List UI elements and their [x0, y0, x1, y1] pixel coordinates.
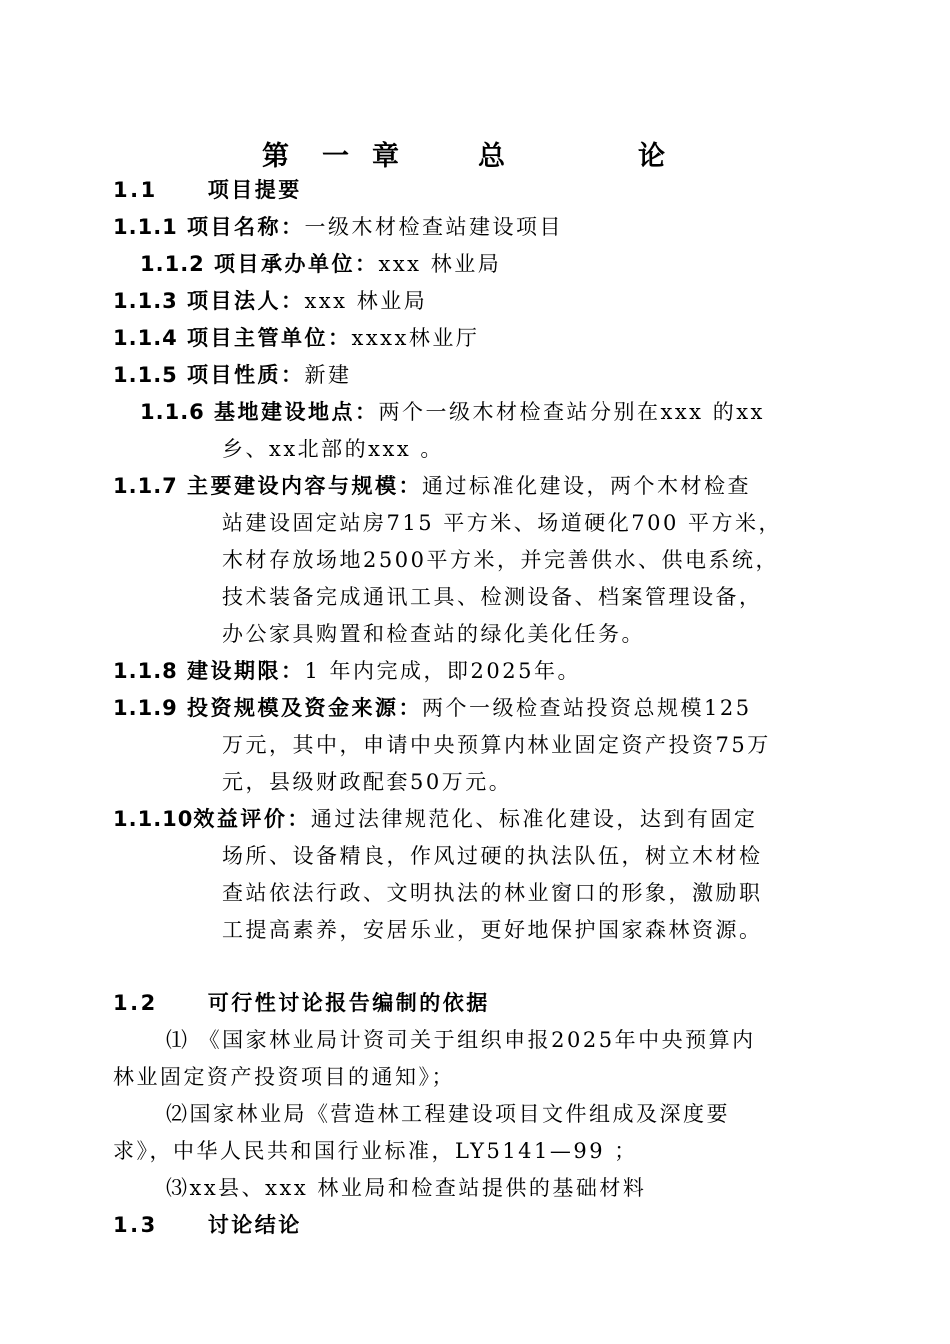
item-1-1-1	[113, 212, 563, 242]
section-number: 1.3	[113, 1213, 158, 1237]
item-1-1-7-cont1: 站建设固定站房715 平方米、场道硬化700 平方米，	[222, 511, 783, 535]
item-1-1-4	[113, 323, 479, 353]
section-number: 1.1	[113, 178, 158, 202]
item-1-1-3	[113, 286, 427, 316]
item-text: xxx 林业局	[378, 252, 502, 276]
item-label: 主要建设内容与规模：	[186, 474, 422, 498]
item-1-1-7-cont3: 技术装备完成通讯工具、检测设备、档案管理设备，	[222, 585, 763, 609]
item-1-1-6	[140, 397, 765, 427]
item-1-1-9	[113, 693, 752, 723]
item-label: 项目承办单位：	[213, 252, 379, 276]
reference-2-line1: ⑵国家林业局《营造林工程建设项目文件组成及深度要	[166, 1102, 730, 1126]
item-1-1-8	[113, 656, 581, 686]
section-title: 讨论结论	[207, 1213, 302, 1237]
item-text: 新建	[304, 363, 352, 387]
item-text: 1 年内完成，即2025年。	[304, 659, 581, 683]
item-1-1-7	[113, 471, 751, 501]
reference-3: ⑶xx县、xxx 林业局和检查站提供的基础材料	[166, 1176, 647, 1200]
item-1-1-10-cont3: 工提高素养，安居乐业，更好地保护国家森林资源。	[222, 918, 763, 942]
chapter-title	[262, 134, 682, 174]
item-text: 通过法律规范化、标准化建设，达到有固定	[310, 807, 758, 831]
item-label: 基地建设地点：	[213, 400, 379, 424]
section-1-3-heading	[113, 1210, 302, 1240]
item-text: xxxx林业厅	[351, 326, 480, 350]
item-1-1-6-cont: 乡、xx北部的xxx 。	[222, 437, 444, 461]
item-1-1-9-cont1: 万元，其中，申请中央预算内林业固定资产投资75万	[222, 733, 771, 757]
item-text: 通过标准化建设，两个木材检查	[421, 474, 751, 498]
chapter-char-3: 章	[372, 141, 401, 172]
section-number: 1.2	[113, 991, 158, 1015]
item-1-1-10-cont2: 查站依法行政、文明执法的林业窗口的形象，激励职	[222, 881, 763, 905]
chapter-char-5: 论	[638, 141, 667, 172]
item-label: 项目名称：	[186, 215, 305, 239]
item-1-1-7-cont2: 木材存放场地2500平方米，并完善供水、供电系统，	[222, 548, 779, 572]
item-label: 投资规模及资金来源：	[186, 696, 422, 720]
item-number: 1.1.9	[113, 696, 178, 720]
item-label: 项目主管单位：	[186, 326, 352, 350]
item-number: 1.1.6	[140, 400, 205, 424]
section-title: 可行性讨论报告编制的依据	[207, 991, 490, 1015]
item-1-1-2	[140, 249, 501, 279]
item-text: xxx 林业局	[304, 289, 428, 313]
item-label: 项目性质：	[186, 363, 305, 387]
item-number: 1.1.8	[113, 659, 178, 683]
item-1-1-5	[113, 360, 351, 390]
section-title: 项目提要	[207, 178, 302, 202]
section-1-2-heading	[113, 988, 490, 1018]
item-number: 1.1.1	[113, 215, 178, 239]
reference-1-line2: 林业固定资产投资项目的通知》；	[113, 1065, 455, 1089]
item-number: 1.1.4	[113, 326, 178, 350]
chapter-char-2: 一	[322, 141, 351, 172]
item-number: 1.1.10	[113, 807, 194, 831]
item-text: 两个一级木材检查站分别在xxx 的xx	[378, 400, 765, 424]
item-1-1-9-cont2: 元，县级财政配套50万元。	[222, 770, 513, 794]
item-label: 建设期限：	[186, 659, 305, 683]
item-label: 项目法人：	[186, 289, 305, 313]
item-1-1-10	[113, 804, 757, 834]
chapter-char-4: 总	[478, 141, 507, 172]
item-label: 效益评价：	[193, 807, 311, 831]
item-text: 一级木材检查站建设项目	[304, 215, 563, 239]
reference-2-line2: 求》，中华人民共和国行业标准，LY5141—99 ；	[113, 1139, 638, 1163]
item-number: 1.1.3	[113, 289, 178, 313]
item-1-1-10-cont1: 场所、设备精良，作风过硬的执法队伍，树立木材检	[222, 844, 763, 868]
item-text: 两个一级检查站投资总规模125	[421, 696, 752, 720]
item-number: 1.1.5	[113, 363, 178, 387]
chapter-char-1: 第	[262, 141, 291, 172]
item-number: 1.1.7	[113, 474, 178, 498]
reference-1-line1: ⑴ 《国家林业局计资司关于组织申报2025年中央预算内	[166, 1028, 756, 1052]
item-1-1-7-cont4: 办公家具购置和检查站的绿化美化任务。	[222, 622, 645, 646]
section-1-1-heading	[113, 175, 302, 205]
item-number: 1.1.2	[140, 252, 205, 276]
